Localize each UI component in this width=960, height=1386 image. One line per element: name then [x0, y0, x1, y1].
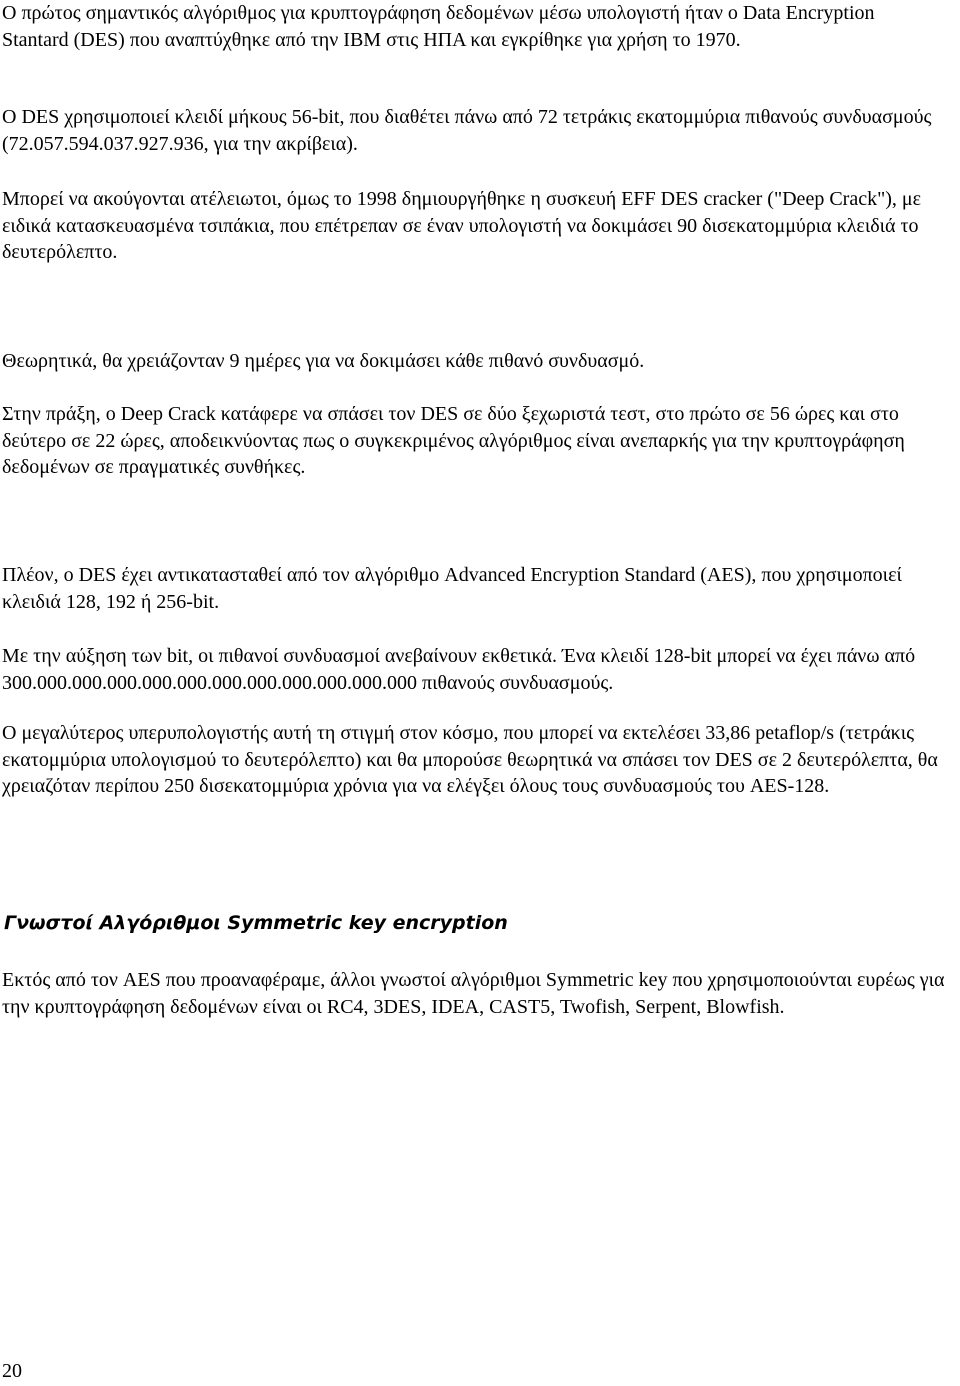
paragraph-known-algorithms: Εκτός από τον AES που προαναφέραμε, άλλοι γνωστοί αλγόριθμοι Symmetric key που χρησιμοποιούνται ευρέως για την κρυπτογράφηση δεδομένων είναι οι RC4, 3DES, IDEA, CAST5, Twofish, Serpent, Blowfish.	[2, 969, 945, 1018]
paragraph-theoretical-days: Θεωρητικά, θα χρειάζονταν 9 ημέρες για να δοκιμάσει κάθε πιθανό συνδυασμό.	[2, 350, 645, 372]
paragraph-deep-crack: Μπορεί να ακούγονται ατέλειωτοι, όμως το 1998 δημιουργήθηκε η συσκευή EFF DES cracker ("Deep Crack"), με ειδικά κατασκευασμένα τσιπάκια, που επέτρεπαν σε έναν υπολογιστή να δοκιμάσει 90 δισεκατομμύρια κλειδιά το δευτερόλεπτο.	[2, 188, 922, 263]
paragraph-des-history: Ο πρώτος σημαντικός αλγόριθμος για κρυπτογράφηση δεδομένων μέσω υπολογιστή ήταν ο Data Encryption Stantard (DES) που αναπτύχθηκε από την IBM στις ΗΠΑ και εγκρίθηκε για χρήση το 1970.	[2, 2, 875, 51]
page-number: 20	[2, 1360, 22, 1382]
paragraph-128bit-combinations: Με την αύξηση των bit, οι πιθανοί συνδυασμοί ανεβαίνουν εκθετικά. Ένα κλειδί 128-bit μπορεί να έχει πάνω από 300.000.000.000.000.000.000.000.000.000.000.000 πιθανούς συνδυασμούς.	[2, 645, 916, 694]
section-heading: Γνωστοί Αλγόριθμοι Symmetric key encryption	[4, 912, 508, 934]
paragraph-deep-crack-tests: Στην πράξη, ο Deep Crack κατάφερε να σπάσει τον DES σε δύο ξεχωριστά τεστ, στο πρώτο σε 56 ώρες και στο δεύτερο σε 22 ώρες, αποδεικνύοντας πως ο συγκεκριμένος αλγόριθμος είναι ανεπαρκής για την κρυπτογράφηση δεδομένων σε πραγματικές συνθήκες.	[2, 403, 905, 478]
paragraph-aes-replacement: Πλέον, ο DES έχει αντικατασταθεί από τον αλγόριθμο Advanced Encryption Standard (AES), που χρησιμοποιεί κλειδιά 128, 192 ή 256-bit.	[2, 564, 902, 613]
paragraph-des-key-length: Ο DES χρησιμοποιεί κλειδί μήκους 56-bit, που διαθέτει πάνω από 72 τετράκις εκατομμύρια πιθανούς συνδυασμούς (72.057.594.037.927.936, για την ακρίβεια).	[2, 106, 932, 155]
paragraph-supercomputer: Ο μεγαλύτερος υπερυπολογιστής αυτή τη στιγμή στον κόσμο, που μπορεί να εκτελέσει 33,86 petaflop/s (τετράκις εκατομμύρια υπολογισμού το δευτερόλεπτο) και θα μπορούσε θεωρητικά να σπάσει τον DES σε 2 δευτερόλεπτα, θα χρειαζόταν περίπου 250 δισεκατομμύρια χρόνια για να ελέγξει όλους τους συνδυασμούς του AES-128.	[2, 722, 938, 797]
